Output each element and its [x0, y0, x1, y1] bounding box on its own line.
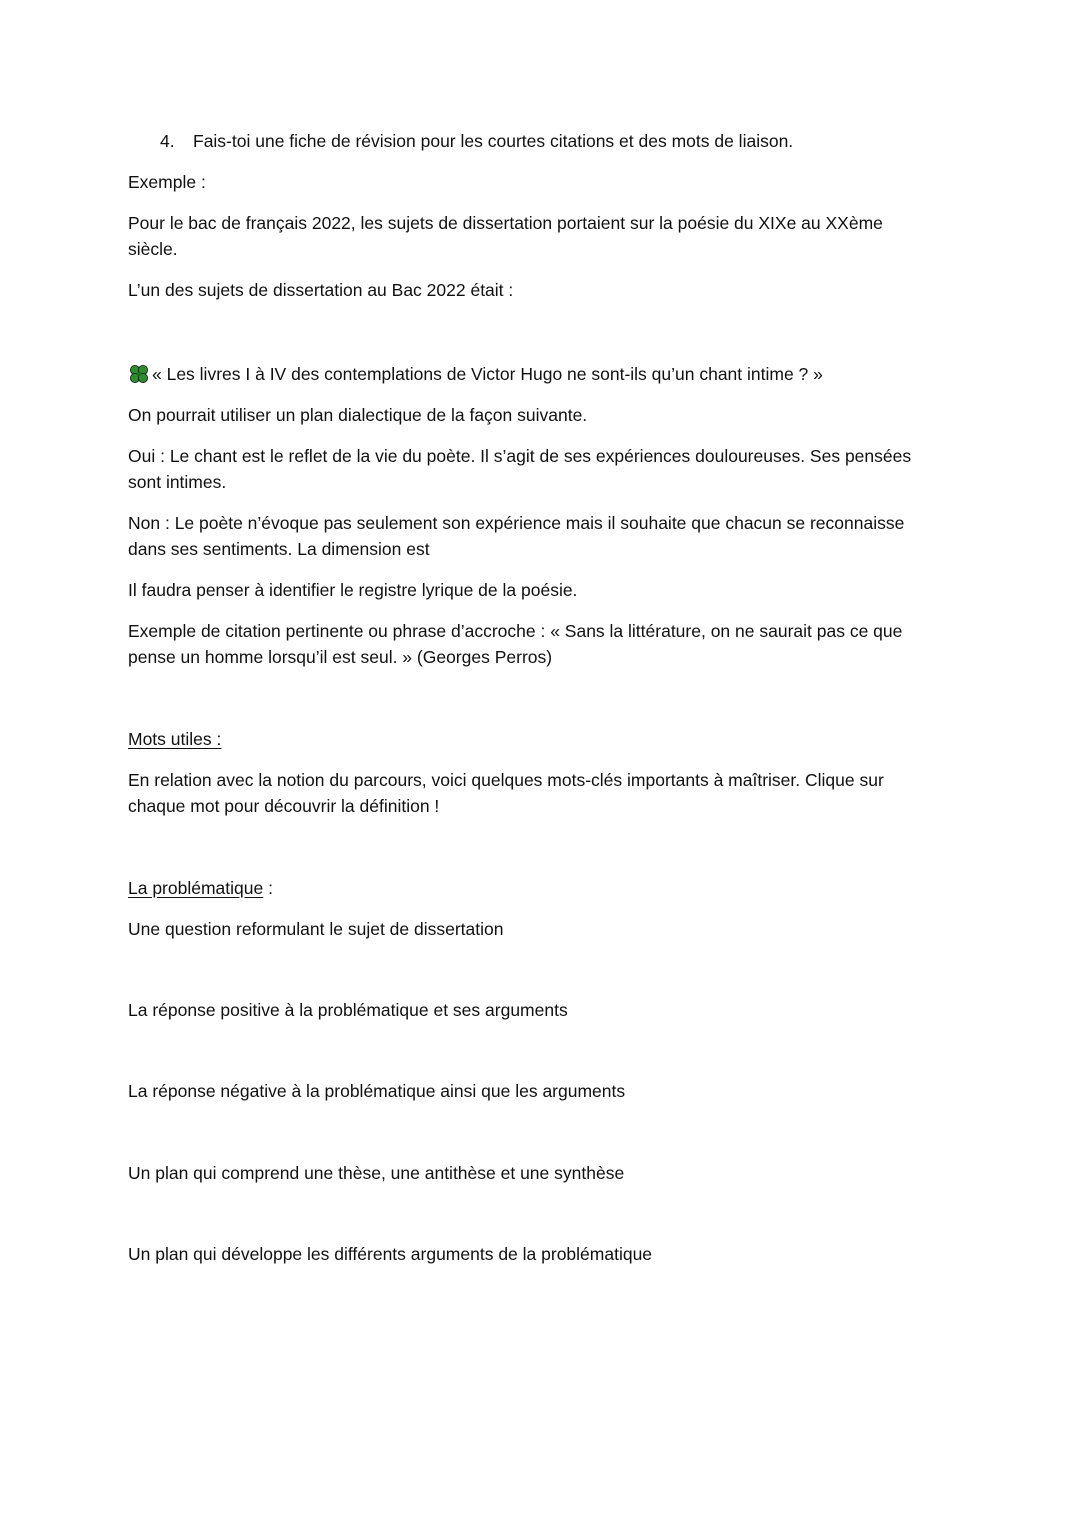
subject-quote-line [128, 361, 948, 387]
citation-line-1: Exemple de citation pertinente ou phrase d’accroche : « Sans la littérature, on ne saurait pas ce que [128, 621, 903, 641]
list-number: 4. [160, 131, 175, 151]
example-label: Exemple : [128, 172, 206, 192]
non-line-2: dans ses sentiments. La dimension est [128, 539, 430, 559]
four-leaf-clover-icon [128, 363, 150, 385]
definition-plan-dialectique: Un plan qui comprend une thèse, une antithèse et une synthèse [128, 1163, 625, 1183]
mots-utiles-line-2: chaque mot pour découvrir la définition ! [128, 796, 440, 816]
list-item-4 [160, 128, 980, 154]
subject-quote: « Les livres I à IV des contemplations de Victor Hugo ne sont-ils qu’un chant intime ? » [152, 364, 823, 384]
definition-plan-thematique: Un plan qui développe les différents arguments de la problématique [128, 1244, 653, 1264]
plan-intro: On pourrait utiliser un plan dialectique de la façon suivante. [128, 405, 588, 425]
citation-line-2: pense un homme lorsqu’il est seul. » (Georges Perros) [128, 647, 553, 667]
subject-intro: L’un des sujets de dissertation au Bac 2022 était : [128, 280, 514, 300]
mots-utiles-line-1: En relation avec la notion du parcours, voici quelques mots-clés importants à maîtriser. Clique sur [128, 770, 884, 790]
definition-antithese: La réponse négative à la problématique ainsi que les arguments [128, 1081, 626, 1101]
problematique-colon: : [263, 878, 273, 898]
list-item-text: Fais-toi une fiche de révision pour les courtes citations et des mots de liaison. [193, 131, 794, 151]
problematique-term-link[interactable]: La problématique [128, 878, 264, 898]
definition-these: La réponse positive à la problématique et ses arguments [128, 1000, 568, 1020]
bac-intro-line-1: Pour le bac de français 2022, les sujets de dissertation portaient sur la poésie du XIXe au XXème [128, 213, 883, 233]
oui-line-2: sont intimes. [128, 472, 227, 492]
definition-problematique: Une question reformulant le sujet de dissertation [128, 919, 504, 939]
oui-line-1: Oui : Le chant est le reflet de la vie du poète. Il s’agit de ses expériences douloureuses. Ses pensées [128, 446, 912, 466]
bac-intro-line-2: siècle. [128, 239, 178, 259]
problematique-heading [128, 875, 948, 901]
mots-utiles-heading [128, 726, 948, 752]
lyric-note: Il faudra penser à identifier le registre lyrique de la poésie. [128, 580, 578, 600]
mots-utiles-heading-text: Mots utiles : [128, 729, 222, 749]
non-line-1: Non : Le poète n’évoque pas seulement son expérience mais il souhaite que chacun se reconnaisse [128, 513, 905, 533]
